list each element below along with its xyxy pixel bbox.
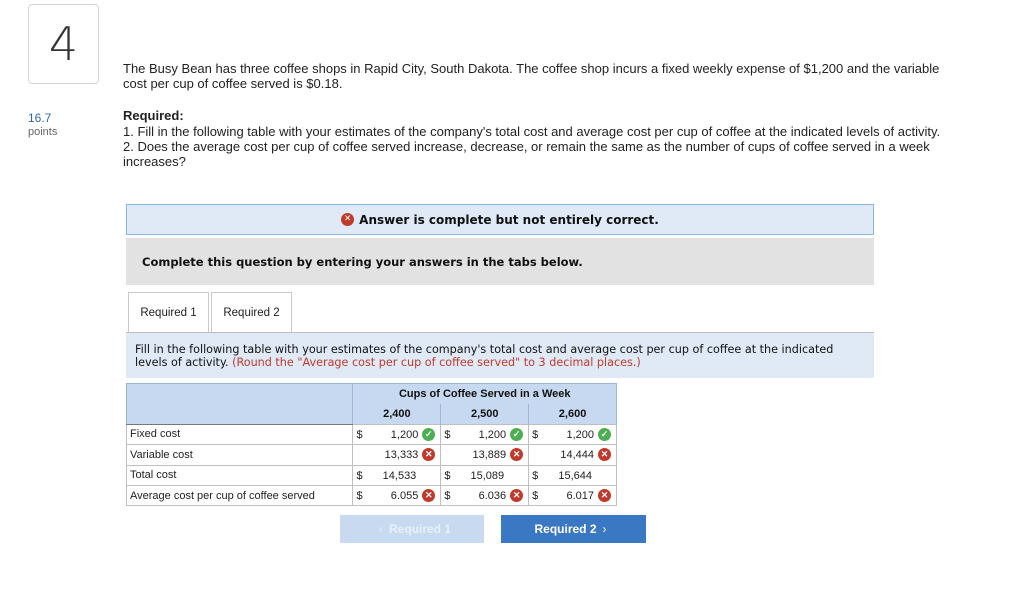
answer-cell[interactable] xyxy=(529,445,617,465)
row-label: Fixed cost xyxy=(127,424,353,444)
cell-value: 6.036 xyxy=(478,489,507,502)
answer-cell[interactable] xyxy=(353,465,441,485)
answer-status-text: Answer is complete but not entirely correct. xyxy=(359,212,659,227)
dollar-sign: $ xyxy=(356,469,363,482)
x-circle-icon: ✕ xyxy=(510,448,523,461)
table-row xyxy=(127,424,617,444)
instructions-text: Fill in the following table with your estimates of the company's total cost and average cost per cup of coffee at the indicated levels of activity. xyxy=(135,343,834,369)
answer-cell[interactable] xyxy=(441,424,529,444)
dollar-sign: $ xyxy=(532,469,539,482)
question-number: 4 xyxy=(28,4,99,84)
row-label: Average cost per cup of coffee served xyxy=(127,485,353,505)
check-circle-icon: ✓ xyxy=(598,428,611,441)
dollar-sign: $ xyxy=(356,428,363,441)
answer-cell[interactable] xyxy=(529,465,617,485)
tab-instructions xyxy=(126,333,874,378)
dollar-sign: $ xyxy=(356,489,363,502)
dollar-sign: $ xyxy=(532,489,539,502)
cell-value: 14,444 xyxy=(560,449,594,462)
x-circle-icon: ✕ xyxy=(422,489,435,502)
required-item-2: 2. Does the average cost per cup of coffee served increase, decrease, or remain the same as the number of cups of coffee served in a week increases? xyxy=(123,139,930,169)
answer-cell[interactable] xyxy=(441,485,529,505)
answer-cell[interactable] xyxy=(529,424,617,444)
next-button-label: Required 2 xyxy=(534,522,597,536)
table-row xyxy=(127,485,617,505)
answer-cell[interactable] xyxy=(353,445,441,465)
table-row xyxy=(127,465,617,485)
cell-value: 1,200 xyxy=(478,428,507,441)
dollar-sign: $ xyxy=(444,489,451,502)
table-corner xyxy=(127,384,353,404)
x-circle-icon: ✕ xyxy=(422,448,435,461)
question-intro: The Busy Bean has three coffee shops in Rapid City, South Dakota. The coffee shop incurs a fixed weekly expense of $1,200 and the variable cost per cup of coffee served is $0.18. xyxy=(123,61,940,91)
dollar-sign: $ xyxy=(532,428,539,441)
table-corner-2 xyxy=(127,404,353,424)
cell-value: 1,200 xyxy=(390,428,419,441)
check-circle-icon: ✓ xyxy=(422,428,435,441)
check-circle-icon: ✓ xyxy=(510,428,523,441)
answer-cell[interactable] xyxy=(441,465,529,485)
answer-status-banner xyxy=(126,204,874,235)
x-circle-icon: ✕ xyxy=(341,213,354,226)
cell-value: 6.055 xyxy=(390,489,419,502)
cost-table xyxy=(126,383,617,506)
prev-button[interactable] xyxy=(340,515,484,543)
x-circle-icon: ✕ xyxy=(510,489,523,502)
rounding-note: (Round the "Average cost per cup of coffee served" to 3 decimal places.) xyxy=(232,356,641,369)
cell-value: 13,889 xyxy=(472,449,507,462)
cell-value: 15,644 xyxy=(558,469,592,482)
dollar-sign: $ xyxy=(444,469,451,482)
column-header: 2,400 xyxy=(353,404,441,424)
cell-value: 14,533 xyxy=(382,469,417,482)
column-header: 2,500 xyxy=(441,404,529,424)
required-heading: Required: xyxy=(123,108,184,123)
required-item-1: 1. Fill in the following table with your estimates of the company's total cost and average cost per cup of coffee at the indicated levels of activity. xyxy=(123,124,941,139)
tab-required-1[interactable]: Required 1 xyxy=(128,292,209,332)
complete-instruction: Complete this question by entering your answers in the tabs below. xyxy=(126,238,874,285)
prev-button-label: Required 1 xyxy=(388,522,451,536)
required-list xyxy=(123,124,953,169)
cell-value: 15,089 xyxy=(470,469,505,482)
row-label: Variable cost xyxy=(127,445,353,465)
tab-required-2[interactable]: Required 2 xyxy=(211,292,292,332)
next-button[interactable] xyxy=(501,515,646,543)
answer-cell[interactable] xyxy=(529,485,617,505)
x-circle-icon: ✕ xyxy=(598,448,611,461)
x-circle-icon: ✕ xyxy=(598,489,611,502)
group-header: Cups of Coffee Served in a Week xyxy=(353,384,617,404)
points-value: 16.7 xyxy=(28,111,52,125)
chevron-left-icon: ‹ xyxy=(378,522,383,536)
answer-cell[interactable] xyxy=(441,445,529,465)
points-label: points xyxy=(28,126,58,138)
answer-cell[interactable] xyxy=(353,485,441,505)
cell-value: 1,200 xyxy=(566,428,594,441)
row-label: Total cost xyxy=(127,465,353,485)
dollar-sign: $ xyxy=(444,428,451,441)
table-row xyxy=(127,445,617,465)
answer-cell[interactable] xyxy=(353,424,441,444)
cell-value: 6.017 xyxy=(566,489,594,502)
column-header: 2,600 xyxy=(529,404,617,424)
cell-value: 13,333 xyxy=(384,449,419,462)
chevron-right-icon: › xyxy=(602,522,607,536)
